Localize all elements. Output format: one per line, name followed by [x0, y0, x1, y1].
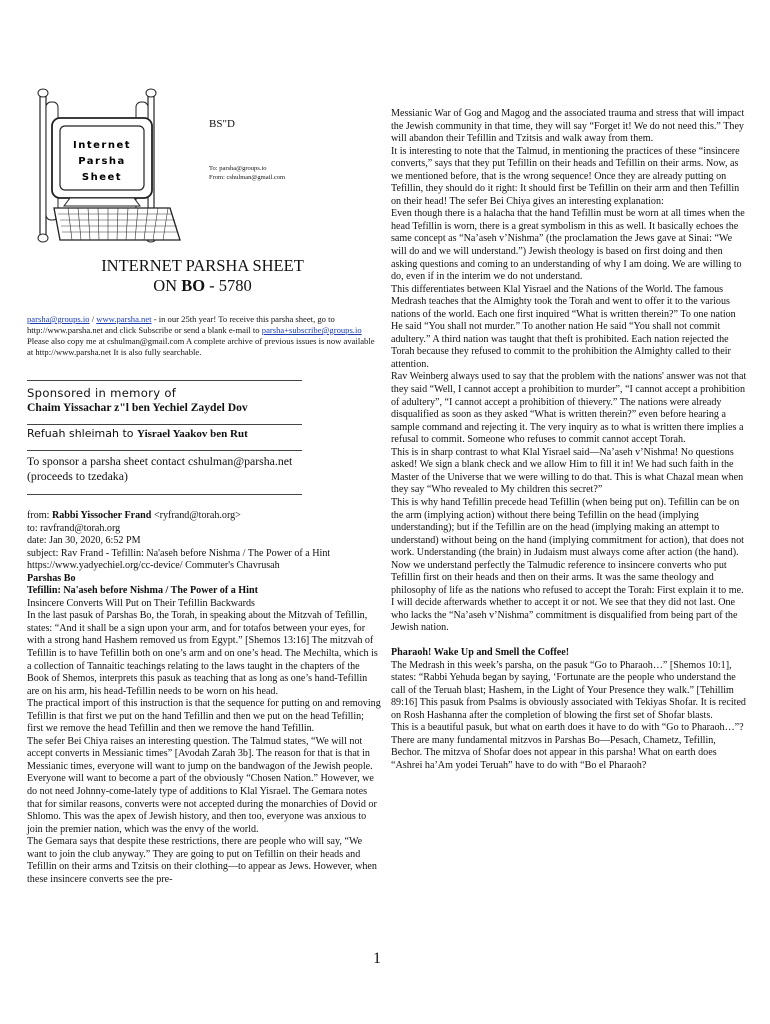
right-paragraph: Now we understand perfectly the Talmudic reference to insincere converts who put Tefillin first on their heads and then on their arms. It was the same theology and philosophy of life as the nations who refused to accept the Torah: First explain it to me. I will decide afterwards whether to accept it or not. We see that they did not last. One who lacks the “Na’aseh v’Nishma” commitment is disqualified from being part of the Jewish nation.	[391, 559, 744, 634]
refuah-line	[27, 427, 382, 440]
to-line: To: parsha@groups.io	[209, 165, 267, 172]
email-url: https://www.yadyechiel.org/cc-device/ Commuter's Chavrusah	[27, 560, 280, 572]
page-title	[35, 256, 370, 296]
contact-line-2: (proceeds to tzedaka)	[27, 469, 128, 483]
left-paragraph: The sefer Bei Chiya raises an interesting question. The Talmud states, “We will not accept converts in Messianic times” [Avodah Zarah 3b]. The reason for that is that in Messianic times, everyone will want to jump on the bandwagon of the Jewish people. Everyone will want to become a part of the obviously “Chosen Nation.” However, we do not need Johnny-come-lately type of additions to Klal Yisrael. The Gemara notes that for similar reasons, converts were not accepted during the monarchies of Dovid or Shlomo. This was the apex of Jewish history, and then too, everyone was anxious to join the premier nation, which was the envy of the world.	[27, 735, 377, 835]
left-paragraph: In the last pasuk of Parshas Bo, the Torah, in speaking about the Mitzvah of Tefillin, states: “And it shall be a sign upon your arm, and for totafos between your eyes, for with a strong hand Hashem removed us from Egypt.” [Shemos 13:16] The mitzvah of Tefillin is to have Tefillin both on one’s arm and on one’s head. The Mechilta, which is a collection of Tannaitic teachings relating to the laws taught in the chapters of the Book of Shemos, interprets this pasuk as teaching that as long as one’s hand-Tefillin are on his arm, his head-Tefillin needs to be worn on his head.	[27, 610, 378, 697]
refuah-name: Yisrael Yaakov ben Rut	[137, 428, 248, 440]
email-date: date: Jan 30, 2020, 6:52 PM	[27, 535, 141, 547]
logo-line-3: Sheet	[81, 172, 123, 183]
intro-paragraph	[27, 314, 382, 358]
left-column	[27, 510, 382, 886]
left-paragraph: Insincere Converts Will Put on Their Tefillin Backwards	[27, 597, 255, 609]
divider	[27, 494, 302, 495]
parsha-net-link[interactable]: www.parsha.net	[96, 314, 152, 324]
from-name: Rabbi Yissocher Frand	[51, 510, 152, 521]
intro-text-2: Please also copy me at cshulman@gmail.com A complete archive of previous issues is now available at http://www.parsha.net It is also fully searchable.	[27, 336, 375, 357]
contact-line-1: To sponsor a parsha sheet contact cshulman@parsha.net	[27, 454, 293, 468]
groups-link[interactable]: parsha@groups.io	[27, 314, 90, 324]
page-number: 1	[373, 950, 381, 967]
sponsor-label: Sponsored in memory of	[27, 386, 177, 400]
right-paragraph: This is why hand Tefillin precede head Tefillin (when being put on). Tefillin can be on the arm (implying action) without there being Tefillin on the head (implying understanding); but if the Tefillin are on the head (implying making an attempt to understand) without being on the hand (implying commitment for action), that does not work. Understanding (the brain) in Judaism must always come after action (the hand).	[391, 496, 744, 559]
divider	[27, 450, 302, 451]
from-line: From: cshulman@gmail.com	[209, 174, 286, 181]
title-parsha: BO	[181, 276, 206, 295]
subscribe-link[interactable]: parsha+subscribe@groups.io	[261, 325, 362, 335]
email-subject: subject: Rav Frand - Tefillin: Na'aseh before Nishma / The Power of a Hint	[27, 547, 331, 559]
email-from	[27, 510, 382, 523]
sponsor-contact	[27, 454, 382, 484]
parsha-heading: Parshas Bo	[27, 572, 76, 584]
logo-line-2: Parsha	[78, 156, 126, 167]
title-line: INTERNET PARSHA SHEET	[101, 256, 304, 275]
left-paragraph: The practical import of this instruction is that the sequence for putting on and removing Tefillin is that first we put on the hand Tefillin and then we put on the head Tefillin; first we remove the head Tefillin and then we remove the hand Tefillin.	[27, 698, 381, 735]
left-paragraph: The Gemara says that despite these restrictions, there are people who will say, “We want to join the club anyway.” They are going to put on Tefillin on their heads and Tefillin on their arms and Tzitsis on their clothing—to appear as Jews. However, when these insincere converts see the pre-	[27, 836, 377, 885]
subtitle-line	[35, 276, 370, 296]
right-paragraph: Even though there is a halacha that the hand Tefillin must be worn at all times when the head Tefillin is worn, there is a great symbolism in this as well. It basically echoes the same concept as “Na’aseh v’Nishma” (the proclamation the Jews gave at Sinai: “We will do and we will understand.”) Jewish theology is based on first doing and then asking questions and coming to an understanding of why I am doing. We are willing to do, even if in the interim we do not understand.	[391, 208, 745, 283]
from-label: from:	[27, 510, 52, 521]
pharaoh-heading: Pharaoh! Wake Up and Smell the Coffee!	[391, 646, 570, 658]
right-column	[391, 108, 747, 772]
sponsor-name: Chaim Yissachar z"l ben Yechiel Zaydel Dov	[27, 401, 248, 414]
title-on: ON	[153, 276, 178, 295]
title-year: - 5780	[205, 276, 252, 295]
right-paragraph: This differentiates between Klal Yisrael and the Nations of the World. The famous Medrash teaches that the Almighty took the Torah and went to offer it to the various nations of the world. Each one first inquired “What is written therein?” To one nation He said “You shall not murder.” To another nation He said “You shall not commit adultery.” A third nation was taught that theft is prohibited. Each nation rejected the Torah because they refused to commit to the prohibition the Almighty called to their attention.	[391, 283, 736, 370]
from-address: <ryfrand@torah.org>	[151, 510, 241, 521]
logo-line-1: Internet	[72, 140, 132, 151]
right-paragraph: Messianic War of Gog and Magog and the associated trauma and stress that will impact the Jewish community in that time, they will say “Forget it! We do not need this.” They will abandon their Tefillin and Tzitsis and walk away from them.	[391, 108, 745, 145]
email-to: to: ravfrand@torah.org	[27, 522, 121, 534]
divider	[27, 424, 302, 425]
right-paragraph: This is in sharp contrast to what Klal Yisrael said—Na’aseh v’Nishma! No questions asked! We sign a blank check and we allow Him to fill it in! We had such faith in the Master of the Universe that we were willing to do that. This is what Chazal mean when they say “Who revealed to My children this secret?”	[391, 446, 744, 496]
pharaoh-paragraph: This is a beautiful pasuk, but what on earth does it have to do with “Go to Pharaoh…”? There are many fundamental mitzvos in Parshas Bo—Pesach, Chametz, Tefillin, Bechor. The mitzva of Shofar does not appear in this parsha! What on earth does “Ashrei ha’Am yodei Teruah” have to do with “Bo el Pharaoh?	[391, 722, 744, 771]
right-paragraph: Rav Weinberg always used to say that the problem with the nations' answer was not that they said “Well, I cannot accept a prohibition to murder”, “I cannot accept a prohibition of adultery”, “I cannot accept a prohibition of thievery.” The nations were already disqualified as soon as they asked “What is written therein?” even before hearing a sample command and rejecting it. The very inquiry as to what is written there implies a refusal to commit. Someone who refuses to commit cannot accept Torah.	[391, 371, 747, 446]
right-paragraph: It is interesting to note that the Talmud, in mentioning the practices of these “insincere converts,” says that they put Tefillin on their heads and Tefillin on their arms. Now, as we mentioned before, that is the wrong sequence! Once they are already putting on Tefillin, they should do it right: It should first be Tefillin on their arm and then Tefillin on their head! The sefer Bei Chiya gives an interesting explanation:	[391, 145, 740, 207]
to-from-block	[209, 164, 285, 182]
parsha-sheet-logo	[30, 88, 205, 248]
divider	[27, 380, 302, 381]
article-heading: Tefillin: Na'aseh before Nishma / The Power of a Hint	[27, 585, 258, 597]
intro-text-1: - in our 25th year! To receive this parsha sheet, go to http://www.parsha.net and click Subscribe or send a blank e-mail to	[27, 314, 335, 335]
link-separator: /	[89, 314, 97, 324]
bsd-mark: BS"D	[209, 118, 235, 130]
pharaoh-paragraph: The Medrash in this week’s parsha, on the pasuk “Go to Pharaoh…” [Shemos 10:1], states: “Rabbi Yehuda began by saying, ‘Fortunate are the people who understand the call of the Teruah blast; Hashem, in the Light of Your Presence they walk.” [Tehillim 89:16] This pasuk from Psalms is obviously associated with Tekiyas Shofar. It is recited on Rosh Hashanna after the completion of blowing the first set of Shofar blasts.	[391, 659, 746, 721]
refuah-label: Refuah shleimah to	[27, 427, 138, 440]
